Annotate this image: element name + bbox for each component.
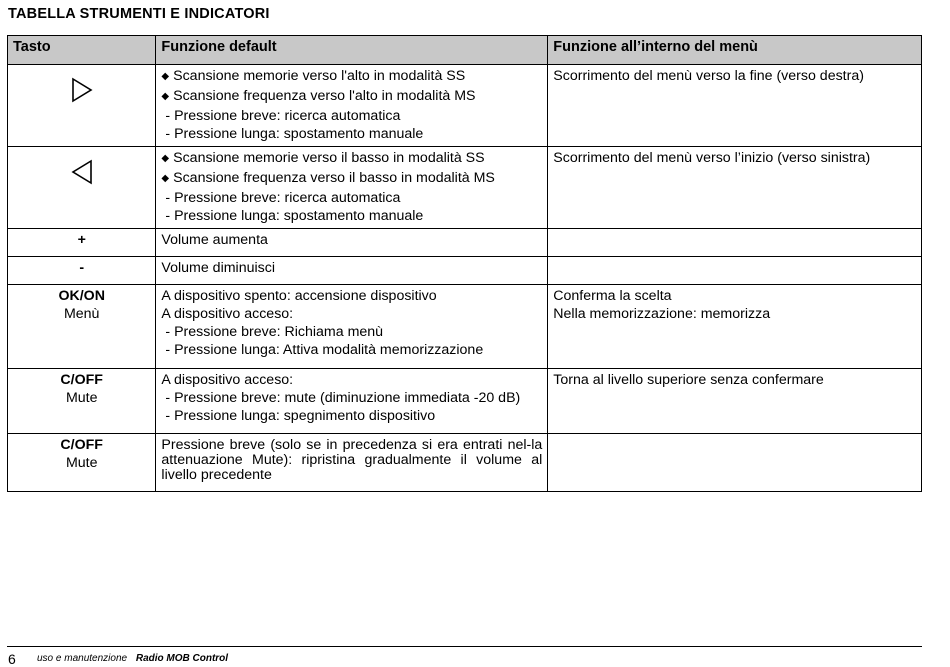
footer-doc: uso e manutenzione	[37, 653, 128, 664]
footer-divider	[7, 646, 922, 647]
menu-text: Scorrimento del menù verso l’inizio (verso sinistra)	[553, 150, 871, 166]
page-title: TABELLA STRUMENTI E INDICATORI	[8, 6, 270, 22]
list-item: - Pressione lunga: spostamento manuale	[165, 208, 424, 224]
list-item: ◆ Scansione memorie verso l'alto in modalità SS	[161, 67, 542, 87]
list-item: - Pressione breve: mute (diminuzione immediata -20 dB)	[165, 390, 521, 406]
table-row	[8, 229, 922, 257]
menu-cell	[548, 229, 922, 257]
table-header-row	[8, 36, 922, 65]
menu-cell	[548, 65, 922, 147]
list-item: ◆ Scansione memorie verso il basso in modalità SS	[161, 149, 542, 169]
menu-cell	[548, 434, 922, 492]
table-row	[8, 369, 922, 434]
triangle-right-icon	[71, 77, 93, 103]
default-cell	[156, 434, 548, 492]
list-item: A dispositivo acceso:	[161, 306, 294, 322]
header-menu: Funzione all’interno del menù	[548, 36, 922, 65]
table-row	[8, 147, 922, 229]
list-item: - Pressione breve: ricerca automatica	[165, 108, 401, 124]
menu-text: Conferma la scelta	[553, 288, 672, 304]
key-sublabel: Mute	[65, 455, 98, 471]
list-item: A dispositivo acceso:	[161, 372, 294, 388]
list-item: Volume diminuisci	[161, 260, 275, 276]
list-item: ◆ Scansione frequenza verso l'alto in modalità MS	[161, 87, 542, 107]
menu-cell	[548, 369, 922, 434]
menu-text: Torna al livello superiore senza confermare	[553, 372, 824, 388]
list-item: - Pressione lunga: Attiva modalità memorizzazione	[165, 342, 484, 358]
menu-cell	[548, 257, 922, 285]
list-item: Volume aumenta	[161, 232, 268, 248]
header-default: Funzione default	[156, 36, 548, 65]
key-cell	[8, 257, 156, 285]
list-item: - Pressione breve: Richiama menù	[165, 324, 384, 340]
key-label: OK/ON	[58, 288, 105, 304]
menu-cell	[548, 147, 922, 229]
list-item: - Pressione lunga: spegnimento dispositivo	[165, 408, 436, 424]
list-item: A dispositivo spento: accensione dispositivo	[161, 288, 437, 304]
table-row	[8, 285, 922, 369]
instruments-table	[7, 35, 922, 492]
footer-product: Radio MOB Control	[135, 653, 229, 664]
key-label: +	[77, 232, 86, 248]
table-row	[8, 65, 922, 147]
footer-caption	[37, 653, 228, 664]
key-cell	[8, 369, 156, 434]
key-cell	[8, 434, 156, 492]
list-item: - Pressione lunga: spostamento manuale	[165, 126, 424, 142]
table-row	[8, 257, 922, 285]
key-cell	[8, 65, 156, 147]
list-item: ◆ Scansione frequenza verso il basso in modalità MS	[161, 169, 542, 189]
default-cell	[156, 229, 548, 257]
default-cell	[156, 285, 548, 369]
default-cell	[156, 369, 548, 434]
key-label: C/OFF	[60, 372, 103, 388]
key-cell	[8, 229, 156, 257]
table-row	[8, 434, 922, 492]
list-item: - Pressione breve: ricerca automatica	[165, 190, 401, 206]
header-key: Tasto	[8, 36, 156, 65]
paragraph-text: Pressione breve (solo se in precedenza si era entrati nel-la attenuazione Mute): ripristina gradualmente il volume al livello precedente	[161, 437, 543, 483]
default-cell	[156, 257, 548, 285]
menu-cell	[548, 285, 922, 369]
page-number: 6	[8, 651, 16, 667]
default-cell	[156, 147, 548, 229]
key-sublabel: Menù	[63, 306, 100, 322]
menu-text: Scorrimento del menù verso la fine (verso destra)	[553, 68, 864, 84]
triangle-left-icon	[71, 159, 93, 185]
key-sublabel: Mute	[65, 390, 98, 406]
key-cell	[8, 147, 156, 229]
key-label: -	[79, 260, 85, 276]
default-cell	[156, 65, 548, 147]
key-label: C/OFF	[60, 437, 103, 453]
menu-text: Nella memorizzazione: memorizza	[553, 306, 771, 322]
key-cell	[8, 285, 156, 369]
